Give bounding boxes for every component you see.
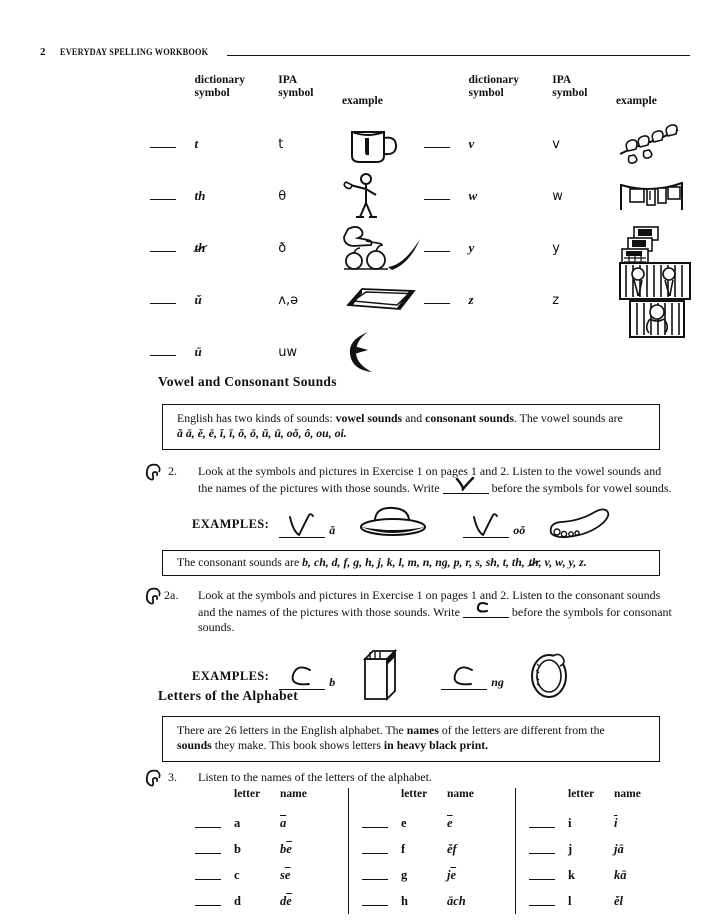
example-slot-2 <box>463 511 525 538</box>
bag-icon <box>357 645 401 708</box>
vowel-symbol-list: ă ā, ĕ, ē, ĭ, ī, ŏ, ō, ŭ, ū, oŏ, ô, ou, oi. <box>177 426 347 440</box>
header-ipa-symbol-left <box>278 74 342 108</box>
alphabet-block-header <box>516 788 682 810</box>
answer-blank[interactable] <box>424 193 463 200</box>
ipa-symbol: ð <box>278 240 287 256</box>
exercise-2-text-b: before the symbols for vowel sounds. <box>488 480 672 495</box>
header-dict-line1-right: dictionary <box>468 74 520 86</box>
alphabet-rulebox-line1 <box>177 723 649 738</box>
col-header-letter: letter <box>401 788 428 800</box>
example-1-mark-blank[interactable] <box>279 511 325 538</box>
letter: a <box>234 815 241 830</box>
exercise-2a-answer-blank[interactable] <box>463 604 509 618</box>
exercise-2a-instructions <box>198 588 674 636</box>
blank-column-spacer-right <box>424 74 463 108</box>
ipa-symbol: y <box>552 240 560 256</box>
answer-blank[interactable] <box>182 845 234 854</box>
exercise-2-examples <box>192 505 619 544</box>
alphabet-rulebox <box>162 716 660 762</box>
col-header-letter: letter <box>568 788 595 800</box>
alphabet-heading: Letters of the Alphabet <box>158 688 299 703</box>
alpha-text-c: they make. This book shows letters <box>211 738 384 752</box>
exercise-2-number: 2. <box>168 464 177 478</box>
chart-row-right-empty <box>424 326 698 378</box>
cup-icon <box>342 122 424 166</box>
alphabet-row <box>182 810 348 836</box>
consonant-text: The consonant sounds are <box>177 555 303 569</box>
ipa-symbol: t <box>278 136 284 152</box>
consonant-symbol-list: b, ch, d, f, g, h, j, k, l, m, n, ng, p, r, s, sh, t, th, <box>302 555 525 569</box>
answer-blank[interactable] <box>150 193 189 200</box>
exercise-3-number: 3. <box>168 770 177 784</box>
alphabet-table <box>182 788 682 914</box>
wash-line-icon <box>616 178 698 214</box>
alpha-text-a: There are 26 letters in the English alphabet. The <box>177 723 407 737</box>
chart-row-left <box>150 222 424 274</box>
vine-icon <box>616 124 698 164</box>
vowel-text-c: . The vowel sounds are <box>513 411 623 425</box>
alphabet-row <box>516 836 682 862</box>
alphabet-row <box>516 810 682 836</box>
alphabet-block-header <box>182 788 348 810</box>
header-ipa-symbol-right <box>552 74 616 108</box>
alphabet-row <box>516 888 682 914</box>
vowel-sounds-rulebox <box>162 404 660 450</box>
chart-row <box>150 326 698 378</box>
exercise-2a-text-a: Look at the symbols and pictures in Exercise 1 on pages 1 and 2. Listen to the consonant sounds and the names of the pictures with those sounds. Write <box>198 588 661 619</box>
example-1-symbol: b <box>329 675 336 689</box>
alphabet-row <box>516 862 682 888</box>
exercise-2-answer-blank[interactable] <box>443 480 489 494</box>
letter: k <box>568 867 575 882</box>
vowel-text-b: and <box>402 411 426 425</box>
chart-row-left <box>150 326 424 378</box>
header-ipa-line2-right: symbol <box>552 87 588 99</box>
exercise-2-text-a: Look at the symbols and pictures in Exercise 1 on pages 1 and 2. Listen to the vowel sounds and the names of the pictures with those sounds. Write <box>198 464 662 495</box>
struck-th-symbol: th <box>194 240 206 255</box>
page-number: 2 <box>40 46 46 58</box>
foot-icon <box>545 505 619 544</box>
chart-row <box>150 118 698 170</box>
answer-blank[interactable] <box>349 871 401 880</box>
blank-column-spacer <box>150 74 189 108</box>
letter-name: $\overline{i}$ <box>614 815 618 830</box>
answer-blank[interactable] <box>424 245 463 252</box>
letter-name: ĕl <box>614 893 624 908</box>
dictionary-symbol: v <box>468 136 475 151</box>
example-2-mark-blank[interactable] <box>463 511 509 538</box>
answer-blank[interactable] <box>516 819 568 828</box>
chart-row-right <box>424 274 698 326</box>
vowel-bold-a: vowel sounds <box>335 411 403 425</box>
answer-blank[interactable] <box>182 871 234 880</box>
example-2-symbol: oŏ <box>513 523 526 537</box>
hat-icon <box>357 505 429 544</box>
answer-blank[interactable] <box>516 871 568 880</box>
moon-icon <box>342 330 424 374</box>
letter-name: kā <box>614 867 627 882</box>
answer-blank[interactable] <box>424 297 463 304</box>
alphabet-block <box>182 788 348 914</box>
alphabet-row <box>349 888 515 914</box>
chart-row <box>150 274 698 326</box>
chart-header-right <box>424 74 698 108</box>
answer-blank[interactable] <box>516 845 568 854</box>
dictionary-symbol: z <box>468 292 474 307</box>
ipa-symbol: ʌ,ə <box>278 292 299 308</box>
header-dictionary-symbol-left <box>189 74 279 108</box>
answer-blank[interactable] <box>150 141 189 148</box>
hand-pointing-apples-icon <box>342 223 424 273</box>
rug-icon <box>342 285 424 315</box>
examples-label: EXAMPLES: <box>192 669 270 683</box>
ear-icon <box>144 586 162 608</box>
example-1-mark-blank[interactable] <box>279 663 325 690</box>
chart-header-left <box>150 74 424 108</box>
example-slot-1 <box>279 511 335 538</box>
header-dict-line2: symbol <box>194 87 230 99</box>
letter-name: jā <box>614 841 624 856</box>
answer-blank[interactable] <box>349 819 401 828</box>
answer-blank[interactable] <box>182 819 234 828</box>
person-thumb-icon <box>342 171 424 221</box>
answer-blank[interactable] <box>150 349 189 356</box>
letter-name: $\overline{e}$ <box>447 815 453 830</box>
header-example-right: example <box>615 95 657 107</box>
letter: c <box>234 867 240 882</box>
consonant-struck-th: th <box>528 555 539 569</box>
alphabet-row <box>349 836 515 862</box>
letter-name: ĕf <box>447 841 457 856</box>
alphabet-block-header <box>349 788 515 810</box>
alphabet-row <box>182 862 348 888</box>
phoneme-chart <box>150 74 698 378</box>
dictionary-symbol <box>189 240 279 256</box>
chart-row-left <box>150 118 424 170</box>
dictionary-symbol: w <box>468 188 478 203</box>
header-ipa-line1-right: IPA <box>552 74 572 86</box>
answer-blank[interactable] <box>516 897 568 906</box>
header-ipa-line1: IPA <box>278 74 298 86</box>
chart-row <box>150 170 698 222</box>
alphabet-row <box>182 888 348 914</box>
exercise-2-instructions <box>198 464 674 496</box>
header-ipa-line2: symbol <box>278 87 314 99</box>
alphabet-rulebox-line2 <box>177 738 649 753</box>
consonant-symbol-tail: , v, w, y, z. <box>538 555 587 569</box>
ipa-symbol: z <box>552 292 560 308</box>
letter: d <box>234 893 241 908</box>
letter: h <box>401 893 408 908</box>
letter: f <box>401 841 406 856</box>
answer-blank[interactable] <box>150 245 189 252</box>
header-dict-line2-right: symbol <box>468 87 504 99</box>
answer-blank[interactable] <box>424 141 463 148</box>
example-slot-2 <box>441 663 504 690</box>
letter: j <box>568 841 573 856</box>
col-header-name: name <box>447 788 474 800</box>
alpha-bold-b: sounds <box>177 738 212 752</box>
header-rule <box>227 55 690 56</box>
col-header-name: name <box>280 788 307 800</box>
answer-blank[interactable] <box>349 897 401 906</box>
alpha-bold-c: in heavy black print. <box>383 738 489 752</box>
exercise-3-instructions: Listen to the names of the letters of the alphabet. <box>198 770 432 784</box>
chart-body <box>150 118 698 378</box>
exercise-2a-text-b: before the symbols for consonant sounds. <box>198 604 672 634</box>
ipa-symbol: uw <box>278 344 298 360</box>
chart-row-left <box>150 274 424 326</box>
alpha-text-b: of the letters are different from the <box>438 723 605 737</box>
letter: g <box>401 867 408 882</box>
vowel-rulebox-line1 <box>177 411 649 426</box>
exercise-2a-number: 2a. <box>164 588 179 602</box>
consonant-sounds-rulebox <box>162 550 660 576</box>
letter: l <box>568 893 572 908</box>
alphabet-row <box>182 836 348 862</box>
vowel-bold-b: consonant sounds <box>425 411 514 425</box>
letter-name: $d\overline{e}$ <box>280 893 292 908</box>
letter: b <box>234 841 241 856</box>
answer-blank[interactable] <box>150 297 189 304</box>
running-head <box>40 40 690 58</box>
example-slot-1 <box>279 663 335 690</box>
col-header-name: name <box>614 788 641 800</box>
letter-name: āch <box>447 893 466 908</box>
dictionary-symbol: th <box>194 188 206 203</box>
col-header-letter: letter <box>234 788 261 800</box>
alphabet-block <box>348 788 515 914</box>
header-example-left: example <box>341 95 383 107</box>
letter-name: $s\overline{e}$ <box>280 867 291 882</box>
letter-name: $b\overline{e}$ <box>280 841 292 856</box>
chart-row-left <box>150 170 424 222</box>
chart-header-row <box>150 74 698 108</box>
vowel-text-a: English has two kinds of sounds: <box>177 411 336 425</box>
chart-row-right <box>424 118 698 170</box>
alphabet-block <box>515 788 682 914</box>
header-dictionary-symbol-right <box>463 74 553 108</box>
ring-icon <box>526 649 572 704</box>
answer-blank[interactable] <box>349 845 401 854</box>
example-1-symbol: ă <box>329 523 336 537</box>
letter: e <box>401 815 407 830</box>
answer-blank[interactable] <box>182 897 234 906</box>
vowel-consonant-heading: Vowel and Consonant Sounds <box>158 374 337 389</box>
book-title: EVERYDAY SPELLING WORKBOOK <box>59 47 208 57</box>
example-2-symbol: ng <box>491 675 504 689</box>
chart-row-right <box>424 170 698 222</box>
header-dict-line1: dictionary <box>194 74 246 86</box>
ear-icon <box>144 768 162 790</box>
alpha-bold-a: names <box>406 723 439 737</box>
ipa-symbol: v <box>552 136 560 152</box>
ear-icon <box>144 462 162 484</box>
ipa-symbol: w <box>552 188 563 204</box>
example-2-mark-blank[interactable] <box>441 663 487 690</box>
letter-name: $j\overline{e}$ <box>447 867 457 882</box>
dictionary-symbol: ŭ <box>194 292 202 307</box>
ipa-symbol: θ <box>278 188 287 204</box>
letter-name: $\overline{a}$ <box>280 815 287 830</box>
letter: i <box>568 815 572 830</box>
dictionary-symbol: t <box>194 136 199 151</box>
alphabet-row <box>349 810 515 836</box>
examples-label: EXAMPLES: <box>192 517 270 531</box>
dictionary-symbol: ū <box>194 344 202 359</box>
alphabet-row <box>349 862 515 888</box>
dictionary-symbol: y <box>468 240 475 255</box>
